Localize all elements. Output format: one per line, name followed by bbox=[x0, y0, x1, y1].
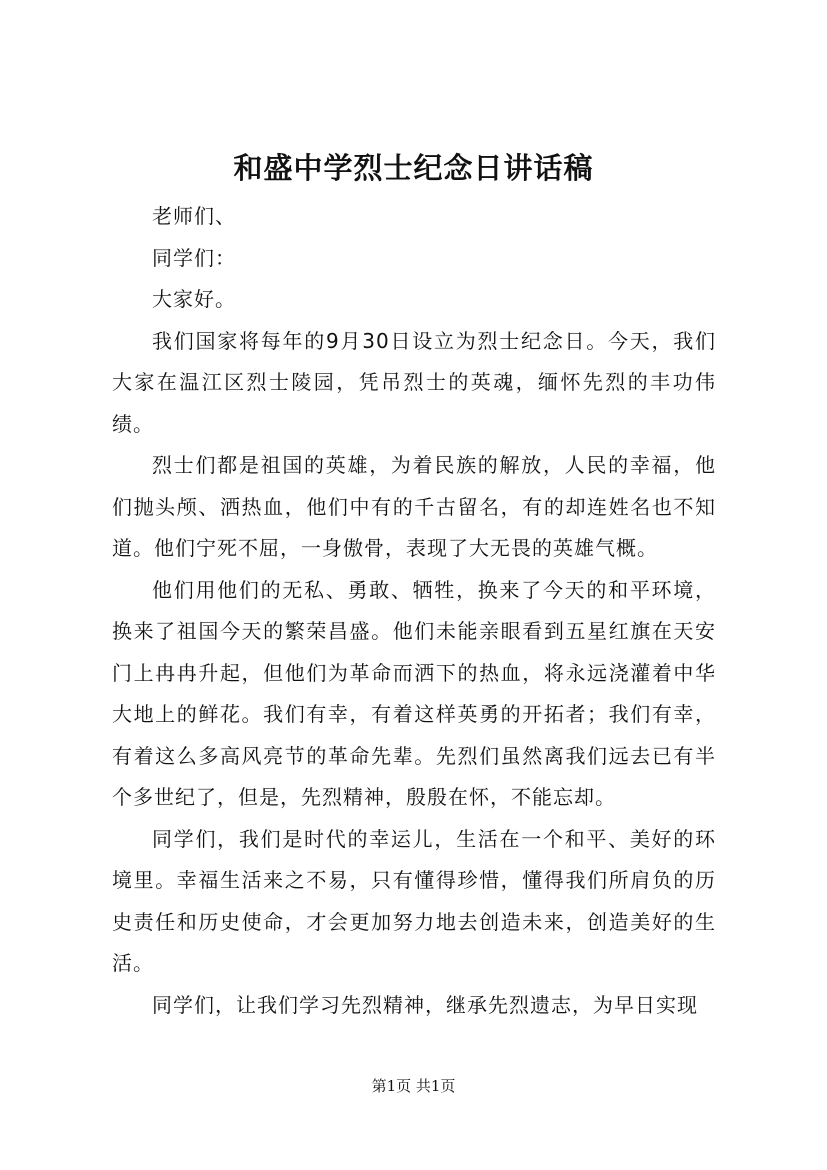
paragraph-memorial-day: 我们国家将每年的9月30日设立为烈士纪念日。今天，我们大家在温江区烈士陵园，凭吊烈士的英魂，缅怀先烈的丰功伟绩。 bbox=[112, 328, 716, 436]
page-number-footer: 第1页 共1页 bbox=[371, 1077, 456, 1095]
paragraph-lucky-generation: 同学们，我们是时代的幸运儿，生活在一个和平、美好的环境里。幸福生活来之不易，只有懂得珍惜，懂得我们所肩负的历史责任和历史使命，才会更加努力地去创造未来，创造美好的生活。 bbox=[112, 826, 716, 975]
document-body bbox=[112, 196, 716, 1026]
paragraph-call-to-action: 同学们，让我们学习先烈精神，继承先烈遗志，为早日实现 bbox=[152, 992, 698, 1017]
paragraph-greeting-teachers: 老师们、 bbox=[152, 204, 236, 228]
document-title: 和盛中学烈士纪念日讲话稿 bbox=[233, 151, 594, 185]
paragraph-greeting-students: 同学们： bbox=[152, 245, 236, 270]
paragraph-sacrifice: 他们用他们的无私、勇敢、牺牲，换来了今天的和平环境，换来了祖国今天的繁荣昌盛。他们未能亲眼看到五星红旗在天安门上冉冉升起，但他们为革命而洒下的热血，将永远浇灌着中华大地上的鲜花。我们有幸，有着这样英勇的开拓者；我们有幸，有着这么多高风亮节的革命先辈。先烈们虽然离我们远去已有半个多世纪了，但是，先烈精神，殷殷在怀，不能忘却。 bbox=[112, 577, 716, 809]
paragraph-heroes: 烈士们都是祖国的英雄，为着民族的解放，人民的幸福，他们抛头颅、洒热血，他们中有的千古留名，有的却连姓名也不知道。他们宁死不屈，一身傲骨，表现了大无畏的英雄气概。 bbox=[112, 453, 716, 560]
paragraph-hello: 大家好。 bbox=[152, 287, 236, 311]
